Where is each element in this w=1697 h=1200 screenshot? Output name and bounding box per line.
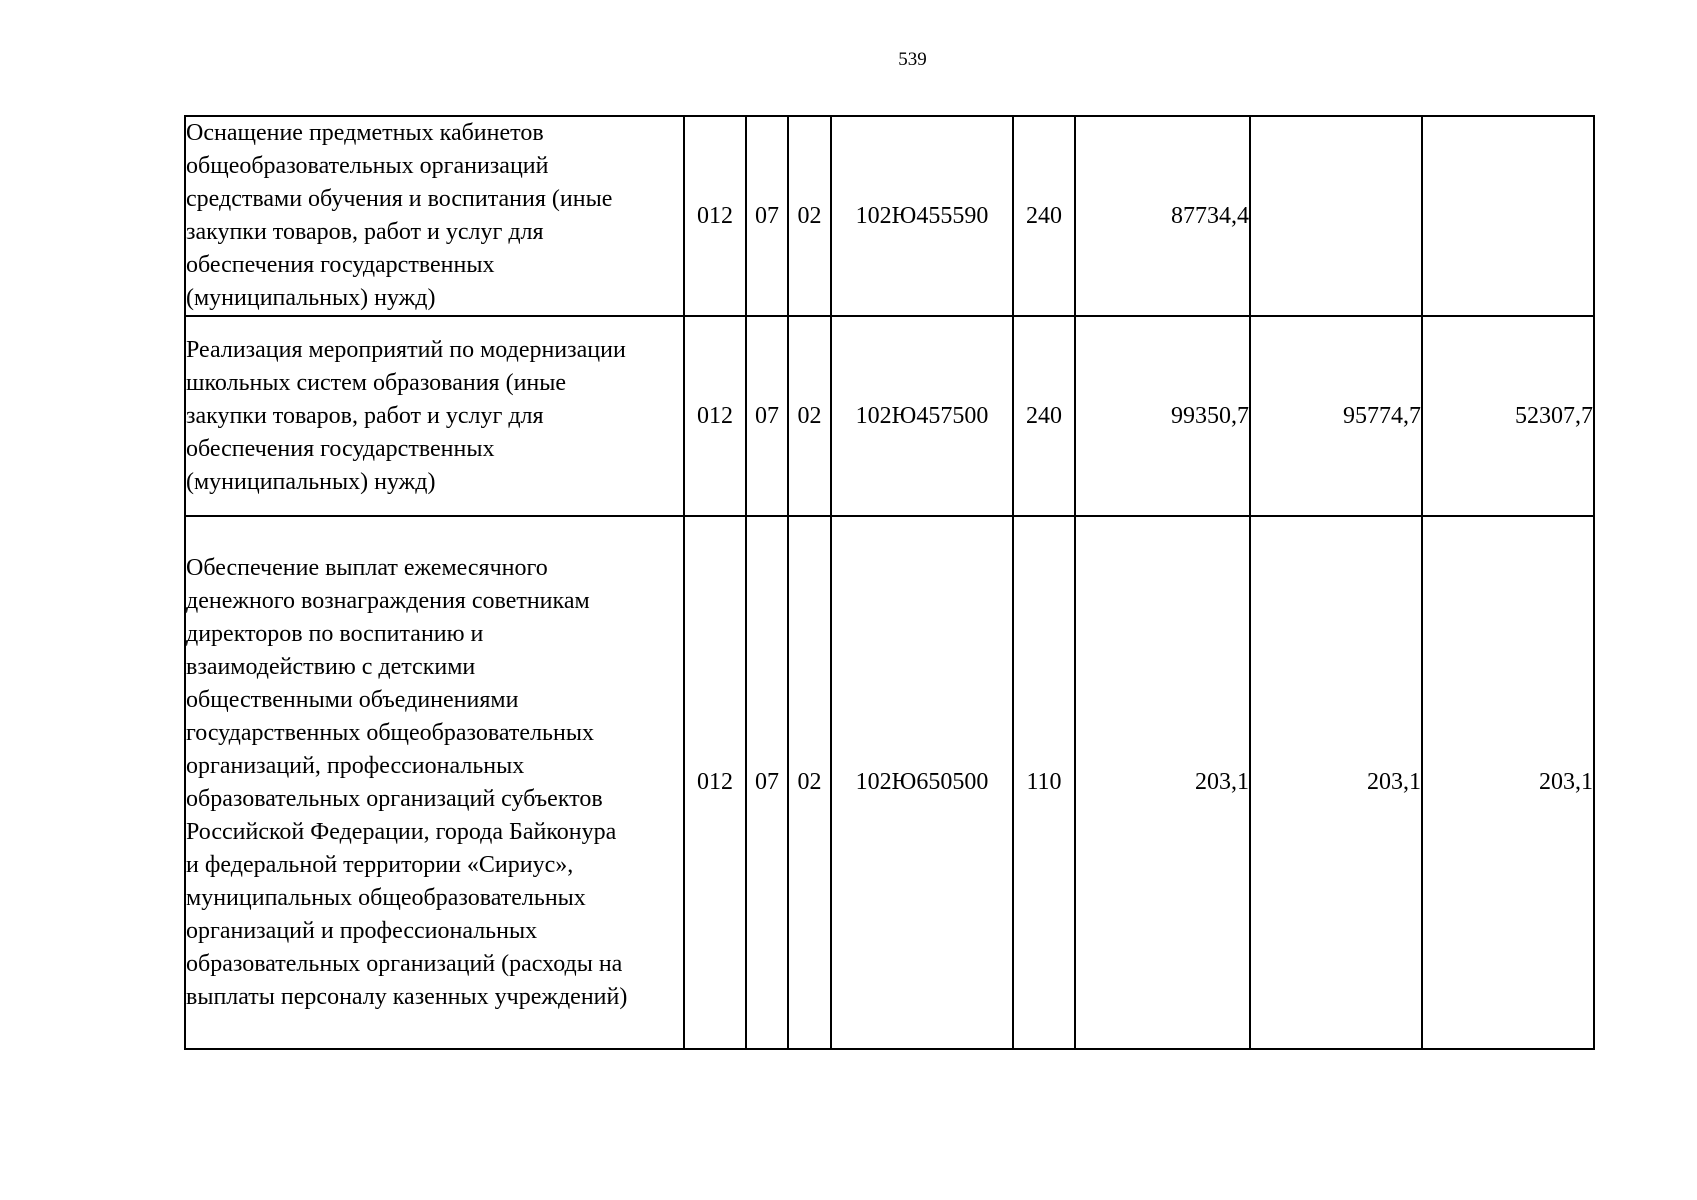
target-article-code: 102Ю455590 [831, 116, 1013, 316]
amount-3 [1422, 116, 1594, 316]
budget-table [184, 115, 1595, 1050]
amount-1: 203,1 [1075, 516, 1250, 1049]
row-description: Оснащение предметных кабинетов общеобразовательных организаций средствами обучения и воспитания (иные закупки товаров, работ и услуг для обеспечения государственных (муниципальных) нужд) [185, 116, 684, 316]
ministry-code: 012 [684, 316, 746, 516]
table-row [185, 116, 1594, 316]
subsection-code: 02 [788, 116, 831, 316]
section-code: 07 [746, 316, 788, 516]
amount-3: 203,1 [1422, 516, 1594, 1049]
subsection-code: 02 [788, 316, 831, 516]
amount-1: 87734,4 [1075, 116, 1250, 316]
target-article-code: 102Ю457500 [831, 316, 1013, 516]
row-description: Реализация мероприятий по модернизации школьных систем образования (иные закупки товаров, работ и услуг для обеспечения государственных (муниципальных) нужд) [185, 316, 684, 516]
amount-1: 99350,7 [1075, 316, 1250, 516]
amount-3: 52307,7 [1422, 316, 1594, 516]
ministry-code: 012 [684, 516, 746, 1049]
amount-2: 203,1 [1250, 516, 1422, 1049]
section-code: 07 [746, 516, 788, 1049]
expense-type-code: 240 [1013, 116, 1075, 316]
expense-type-code: 240 [1013, 316, 1075, 516]
amount-2 [1250, 116, 1422, 316]
amount-2: 95774,7 [1250, 316, 1422, 516]
section-code: 07 [746, 116, 788, 316]
ministry-code: 012 [684, 116, 746, 316]
row-description: Обеспечение выплат ежемесячного денежного вознаграждения советникам директоров по воспитанию и взаимодействию с детскими общественными объединениями государственных общеобразовательных организаций, профессиональных образовательных организаций субъектов Российской Федерации, города Байконура и федеральной территории «Сириус», муниципальных общеобразовательных организаций и профессиональных образовательных организаций (расходы на выплаты персоналу казенных учреждений) [185, 516, 684, 1049]
subsection-code: 02 [788, 516, 831, 1049]
table-row [185, 316, 1594, 516]
table-row [185, 516, 1594, 1049]
page-number: 539 [898, 49, 927, 70]
expense-type-code: 110 [1013, 516, 1075, 1049]
target-article-code: 102Ю650500 [831, 516, 1013, 1049]
